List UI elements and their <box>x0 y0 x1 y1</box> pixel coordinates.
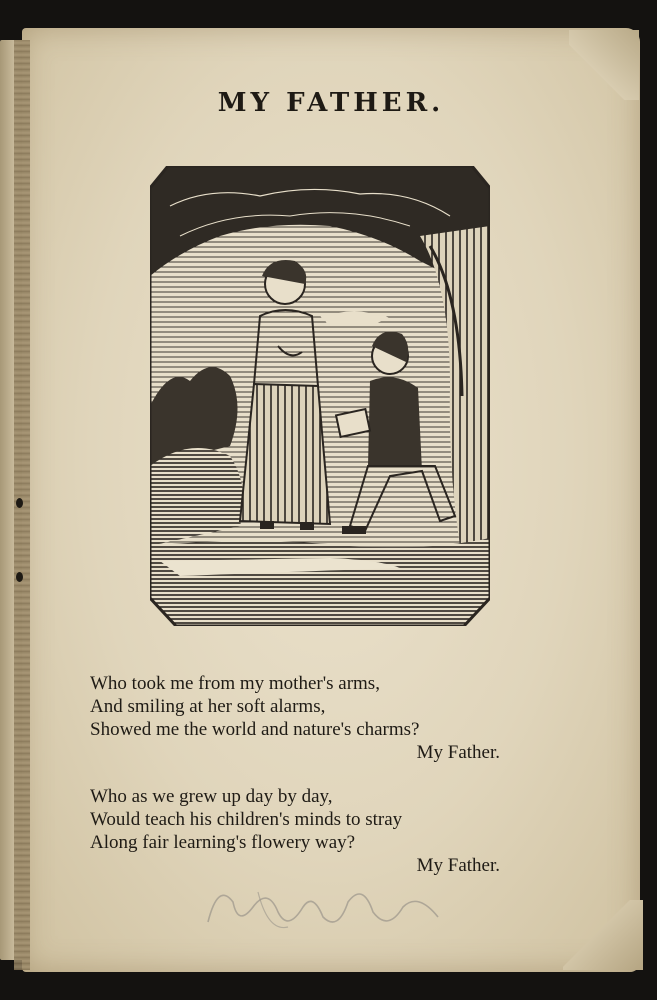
poem-line: Who as we grew up day by day, <box>90 786 333 807</box>
page-corner-wear <box>563 900 643 970</box>
poem-line: Showed me the world and nature's charms? <box>90 719 420 740</box>
binding-hole <box>16 498 23 508</box>
page-title: MY FATHER. <box>217 88 445 118</box>
poem-line: Who took me from my mother's arms, <box>90 673 380 694</box>
poem-refrain: My Father. <box>416 855 500 876</box>
poem-stanza <box>90 672 550 764</box>
poem-line: And smiling at her soft alarms, <box>90 696 326 717</box>
poem-line: Would teach his children's minds to stray <box>90 809 403 830</box>
woodcut-illustration <box>150 166 490 626</box>
binding-hole <box>16 572 23 582</box>
poem <box>90 672 550 898</box>
poem-refrain: My Father. <box>416 742 500 763</box>
pencil-signature-icon <box>198 872 448 942</box>
poem-stanza <box>90 785 550 877</box>
poem-line: Along fair learning's flowery way? <box>90 832 356 853</box>
